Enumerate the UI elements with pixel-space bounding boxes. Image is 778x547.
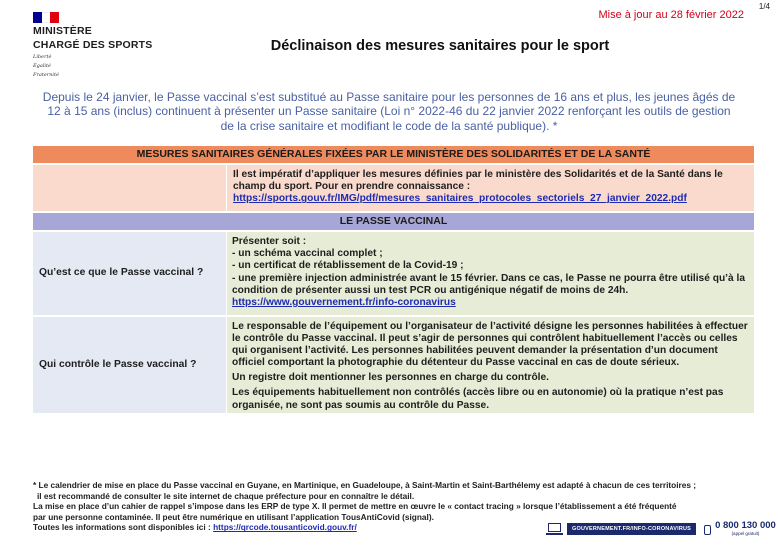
- answer-line: - un schéma vaccinal complet ;: [232, 248, 383, 260]
- answer-paragraph: Le responsable de l’équipement ou l’organisateur de l’activité désigne les personnes habilitées à effectuer le contrôle du Passe vaccinal. Il peut s’agir de personnes qui contrôlent habituellement l’accès ou celles qui organisent l’activité. Les personnes habilitées peuvent demander la présentation d’un document officiel comportant la photographie du détenteur du Passe vaccinal en cas de doute sérieux.: [232, 321, 748, 369]
- footnote-line: La mise en place d’un cahier de rappel s’impose dans les ERP de type X. Il permet de mettre en œuvre le « contact tracing » lorsque l’établissement a été fréquenté: [33, 501, 677, 512]
- footnote-prefix: Toutes les informations sont disponibles ici :: [33, 522, 214, 533]
- info-coronavirus-link[interactable]: https://www.gouvernement.fr/info-coronavirus: [232, 297, 456, 309]
- intro-paragraph: Depuis le 24 janvier, le Passe vaccinal s’est substitué au Passe sanitaire pour les personnes de 16 ans et plus, les jeunes âgés de 12 à 15 ans (inclus) continuent à présenter un Passe sanitaire (Loi n° 2022-46 du 22 janvier 2022 renforçant les outils de gestion de la crise sanitaire et modifiant le code de la santé publique). *: [42, 90, 736, 133]
- general-measures-header: MESURES SANITAIRES GÉNÉRALES FIXÉES PAR LE MINISTÈRE DES SOLIDARITÉS ET DE LA SANTÉ: [33, 146, 754, 163]
- general-measures-left-cell: [33, 165, 226, 211]
- answer-paragraph: Un registre doit mentionner les personnes en charge du contrôle.: [232, 372, 550, 384]
- phone-block: [715, 521, 776, 536]
- phone-icon: [702, 524, 712, 534]
- motto-liberte: Liberté: [33, 54, 52, 60]
- footnote-line: * Le calendrier de mise en place du Passe vaccinal en Guyane, en Martinique, en Guadeloupe, à Saint-Martin et Saint-Barthélemy est adapté à chacun de ces territoires ;: [33, 480, 697, 490]
- tousanticovid-link[interactable]: https://qrcode.tousanticovid.gouv.fr/: [213, 522, 357, 533]
- pass-vaccinal-header: LE PASSE VACCINAL: [33, 213, 754, 230]
- general-measures-text: Il est impératif d’appliquer les mesures définies par le ministère des Solidarités et de la Santé dans le champ du sport. Pour en prendre connaissance :: [233, 169, 723, 193]
- update-date: Mise à jour au 28 février 2022: [598, 9, 744, 21]
- motto-fraternite: Fraternité: [33, 72, 59, 78]
- answer-line: Présenter soit :: [232, 236, 307, 247]
- footnote-line: par une personne contaminée. Il peut être numérique en utilisant l’application TousAntiCovid (signal).: [33, 511, 434, 522]
- laptop-icon: [546, 523, 563, 535]
- page-title: Déclinaison des mesures sanitaires pour le sport: [270, 38, 610, 54]
- general-measures-text-cell: [227, 165, 754, 211]
- answer-what-is-pass: [227, 232, 754, 315]
- motto-egalite: Égalité: [33, 63, 51, 69]
- contact-bar: [546, 521, 776, 536]
- ministry-name-line1: MINISTÈRE: [33, 25, 92, 37]
- answer-line: - une première injection administrée avant le 15 février. Dans ce cas, le Passe ne pourra être utilisé qu’à la condition de présenter aussi un test PCR ou antigénique négatif de moins de 24h.: [232, 272, 745, 296]
- phone-number[interactable]: 0 800 130 000: [715, 520, 776, 531]
- footnote-line: il est recommandé de consulter le site internet de chaque préfecture pour en connaître le détail.: [37, 490, 415, 501]
- answer-who-controls: [227, 317, 754, 413]
- ministry-name-line2: CHARGÉ DES SPORTS: [33, 39, 153, 51]
- question-who-controls: Qui contrôle le Passe vaccinal ?: [33, 317, 226, 413]
- french-flag-icon: [33, 12, 59, 23]
- gov-info-coronavirus-label[interactable]: GOUVERNEMENT.FR/INFO-CORONAVIRUS: [567, 523, 696, 535]
- question-what-is-pass: Qu’est ce que le Passe vaccinal ?: [33, 232, 226, 315]
- answer-line: - un certificat de rétablissement de la Covid-19 ;: [232, 260, 464, 272]
- protocols-pdf-link[interactable]: https://sports.gouv.fr/IMG/pdf/mesures_sanitaires_protocoles_sectoriels_27_janvier_2022.pdf: [233, 193, 687, 205]
- answer-paragraph: Les équipements habituellement non contrôlés (accès libre ou en autonomie) où la pratique n’est pas organisée, ne sont pas soumis au contrôle du Passe.: [232, 387, 724, 411]
- phone-note: (appel gratuit): [731, 531, 760, 536]
- page-number: 1/4: [758, 2, 770, 11]
